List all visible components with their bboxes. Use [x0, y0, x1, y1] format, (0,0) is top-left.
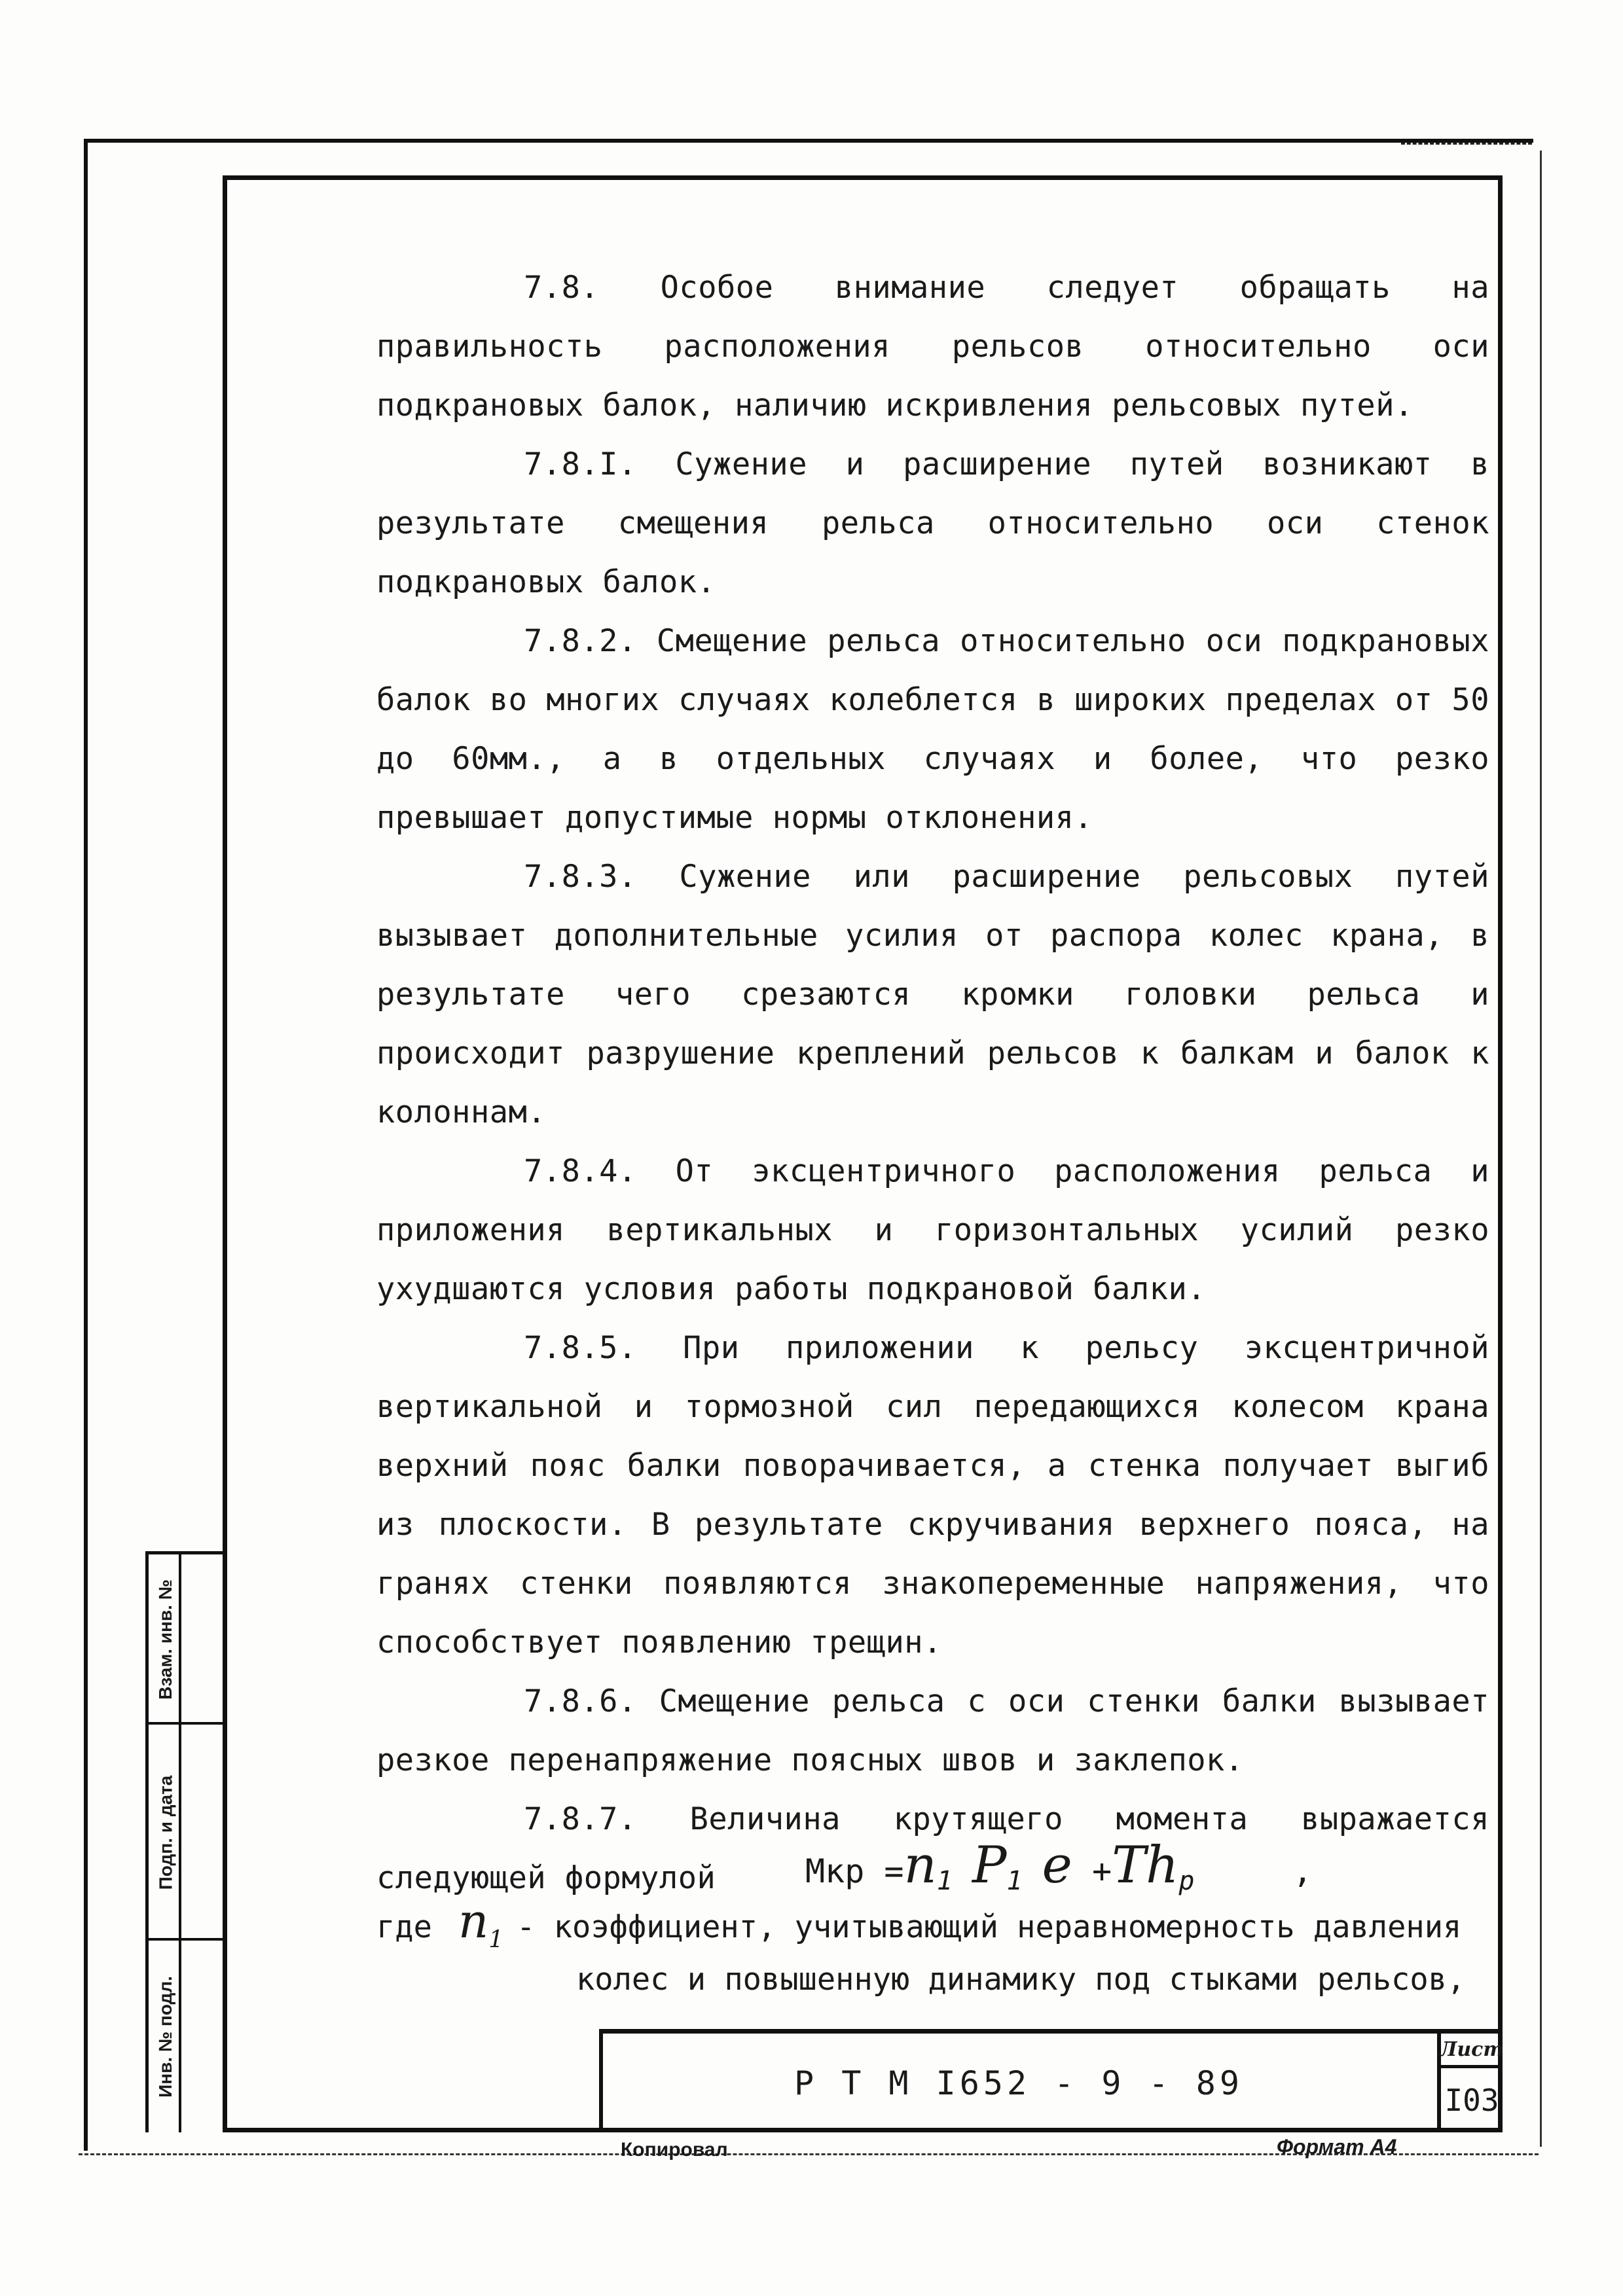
title-block — [599, 2029, 1503, 2132]
where-definition-line-1: - коэффициент, учитывающий неравномерность давления — [517, 1909, 1462, 1945]
formula-e: e — [1042, 1836, 1072, 1895]
formula-h-sub: p — [1178, 1866, 1195, 1896]
document-designation: Р Т М I652 - 9 - 89 — [794, 2064, 1243, 2102]
formula-n: n — [903, 1836, 937, 1895]
paragraph-7-8-1: 7.8.I. Сужение и расширение путей возникают в результате смещения рельса относительно оси стенок подкрановых балок. — [376, 446, 1489, 600]
footer-format: Формат А4 — [1277, 2135, 1397, 2159]
formula-equals: = — [884, 1852, 904, 1890]
paragraph-7-8: 7.8. Особое внимание следует обращать на правильность расположения рельсов относительно оси подкрановых балок, наличию искривления рельсовых путей. — [376, 270, 1489, 423]
side-stamp — [145, 1551, 224, 2132]
sheet-number: I03 — [1444, 2083, 1499, 2118]
where-symbol-letter: n — [458, 1893, 489, 1948]
footer-copied: Копировал — [621, 2139, 728, 2161]
paragraph-7-8-3: 7.8.3. Сужение или расширение рельсовых путей вызывает дополнительные усилия от распора колес крана, в результате чего срезаются кромки головки рельса и происходит разрушение креплений рельсов к балкам и балок к колоннам. — [376, 859, 1489, 1130]
formula-h: h — [1146, 1836, 1179, 1895]
stamp-label-replaces-inv: Взам. инв. № — [155, 1579, 176, 1700]
formula-p: P — [972, 1836, 1007, 1895]
where-symbol-sub: 1 — [488, 1926, 504, 1954]
stamp-label-inv-orig: Инв. № подл. — [155, 1975, 176, 2098]
stamp-label-sign-date: Подп. и дата — [155, 1775, 176, 1890]
paragraph-7-8-4: 7.8.4. От эксцентричного расположения рельса и приложения вертикальных и горизонтальных усилий резко ухудшаются условия работы подкрановой балки. — [376, 1153, 1489, 1307]
body-text — [376, 259, 1489, 1908]
where-prefix: где — [376, 1909, 432, 1945]
formula-n-sub: 1 — [936, 1866, 953, 1896]
paragraph-7-8-7: 7.8.7. Величина крутящего момента выражается следующей формулой — [376, 1801, 1489, 1896]
formula-p-sub: 1 — [1006, 1866, 1023, 1896]
paragraph-7-8-6: 7.8.6. Смещение рельса с оси стенки балки вызывает резкое перенапряжение поясных швов и заклепок. — [376, 1683, 1489, 1778]
formula-plus: + — [1091, 1852, 1112, 1890]
where-definition-line-2: колес и повышенную динамику под стыками рельсов, — [576, 1962, 1466, 1998]
sheet-box — [1437, 2034, 1503, 2132]
formula-comma: , — [1292, 1852, 1313, 1890]
formula-t: T — [1112, 1836, 1146, 1895]
where-symbol — [458, 1893, 504, 1954]
formula-lhs: Мкр — [805, 1852, 865, 1890]
sheet-label: Лист — [1441, 2034, 1503, 2068]
paragraph-7-8-5: 7.8.5. При приложении к рельсу эксцентричной вертикальной и тормозной сил передающихся колесом крана верхний пояс балки поворачивается, а стенка получает выгиб из плоскости. В результате скручивания верхнего пояса, на гранях стенки появляются знакопеременные напряжения, что способствует появлению трещин. — [376, 1330, 1489, 1660]
paragraph-7-8-2: 7.8.2. Смещение рельса относительно оси подкрановых балок во многих случаях колеблется в широких пределах от 50 до 60мм., а в отдельных случаях и более, что резко превышает допустимые нормы отклонения. — [376, 623, 1489, 836]
copy-edge-mark-right — [1540, 151, 1542, 2147]
